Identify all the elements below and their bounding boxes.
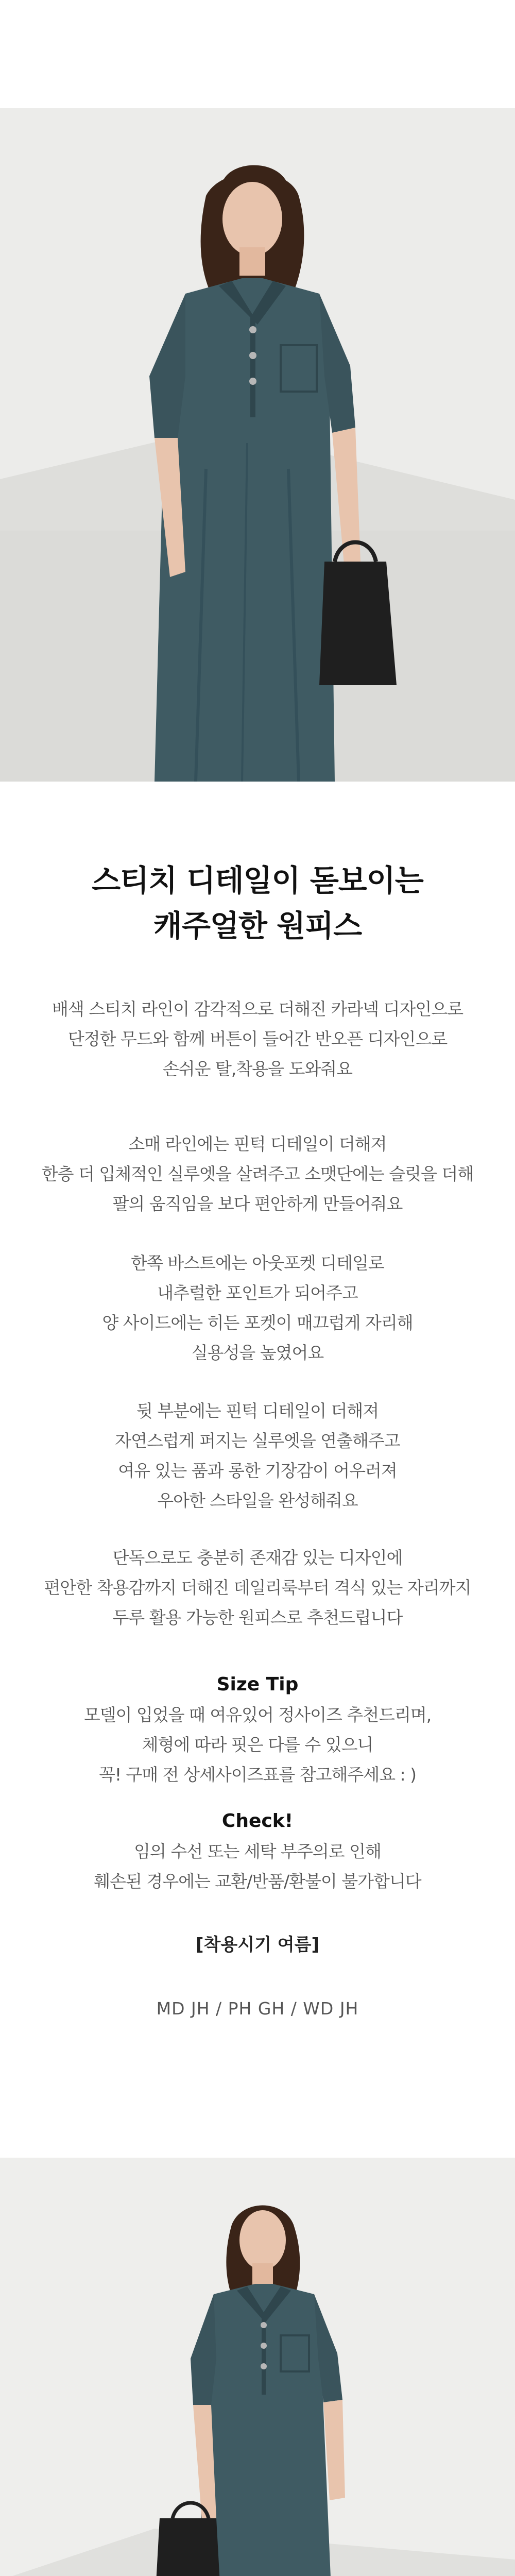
model-illustration bbox=[0, 108, 515, 782]
model-illustration-full bbox=[0, 2158, 515, 2576]
hero-model-photo bbox=[0, 108, 515, 782]
size-tip-line: 모델이 입었을 때 여유있어 정사이즈 추천드리며, bbox=[83, 1705, 432, 1725]
size-tip-block bbox=[0, 1669, 515, 1790]
season-label: [착용시기 여름] bbox=[196, 1935, 319, 1955]
description-line: 자연스럽게 퍼지는 실루엣을 연출해주고 bbox=[115, 1431, 400, 1451]
description-line: 손쉬운 탈,착용을 도와줘요 bbox=[162, 1059, 353, 1079]
description-line: 뒷 부분에는 핀턱 디테일이 더해져 bbox=[136, 1401, 379, 1421]
description-line: 실용성을 높였어요 bbox=[191, 1343, 324, 1363]
description-line: 우아한 스타일을 완성해줘요 bbox=[157, 1490, 358, 1511]
description-line: 팔의 움직임을 보다 편안하게 만들어줘요 bbox=[112, 1194, 403, 1214]
check-line: 훼손된 경우에는 교환/반품/환불이 불가합니다 bbox=[94, 1871, 421, 1891]
check-title: Check! bbox=[221, 1810, 294, 1832]
description-line: 단독으로도 충분히 존재감 있는 디자인에 bbox=[112, 1548, 403, 1568]
check-block bbox=[0, 1806, 515, 1896]
description-line: 편안한 착용감까지 더해진 데일리룩부터 격식 있는 자리까지 bbox=[44, 1578, 471, 1598]
description-line: 소매 라인에는 핀턱 디테일이 더해져 bbox=[128, 1134, 387, 1154]
description-paragraph-4 bbox=[0, 1396, 515, 1516]
full-length-model-photo bbox=[0, 2158, 515, 2576]
description-line: 여유 있는 품과 롱한 기장감이 어우러져 bbox=[118, 1461, 397, 1481]
description-line: 배색 스티치 라인이 감각적으로 더해진 카라넥 디자인으로 bbox=[52, 999, 463, 1019]
size-tip-line: 꼭! 구매 전 상세사이즈표를 참고해주세요 : ) bbox=[98, 1765, 417, 1785]
description-paragraph-5 bbox=[0, 1543, 515, 1633]
check-line: 임의 수선 또는 세탁 부주의로 인해 bbox=[134, 1841, 381, 1861]
headline-line-2: 캐주얼한 원피스 bbox=[153, 908, 362, 943]
description-line: 단정한 무드와 함께 버튼이 들어간 반오픈 디자인으로 bbox=[67, 1029, 448, 1049]
headline-line-1: 스티치 디테일이 돋보이는 bbox=[92, 863, 423, 898]
headline-block bbox=[0, 858, 515, 948]
description-paragraph-3 bbox=[0, 1248, 515, 1368]
size-tip-title: Size Tip bbox=[216, 1674, 299, 1695]
model-size-line: MD JH / PH GH / WD JH bbox=[156, 1998, 359, 2019]
description-line: 양 사이드에는 히든 포켓이 매끄럽게 자리해 bbox=[102, 1313, 413, 1333]
size-tip-line: 체형에 따라 핏은 다를 수 있으니 bbox=[142, 1735, 373, 1755]
description-line: 두루 활용 가능한 원피스로 추천드립니다 bbox=[112, 1607, 403, 1628]
description-line: 한쪽 바스트에는 아웃포켓 디테일로 bbox=[131, 1253, 384, 1273]
description-paragraph-2 bbox=[0, 1129, 515, 1219]
description-line: 한층 더 입체적인 실루엣을 살려주고 소맷단에는 슬릿을 더해 bbox=[41, 1164, 474, 1184]
description-paragraph-1 bbox=[0, 994, 515, 1084]
description-line: 내추럴한 포인트가 되어주고 bbox=[157, 1283, 358, 1303]
